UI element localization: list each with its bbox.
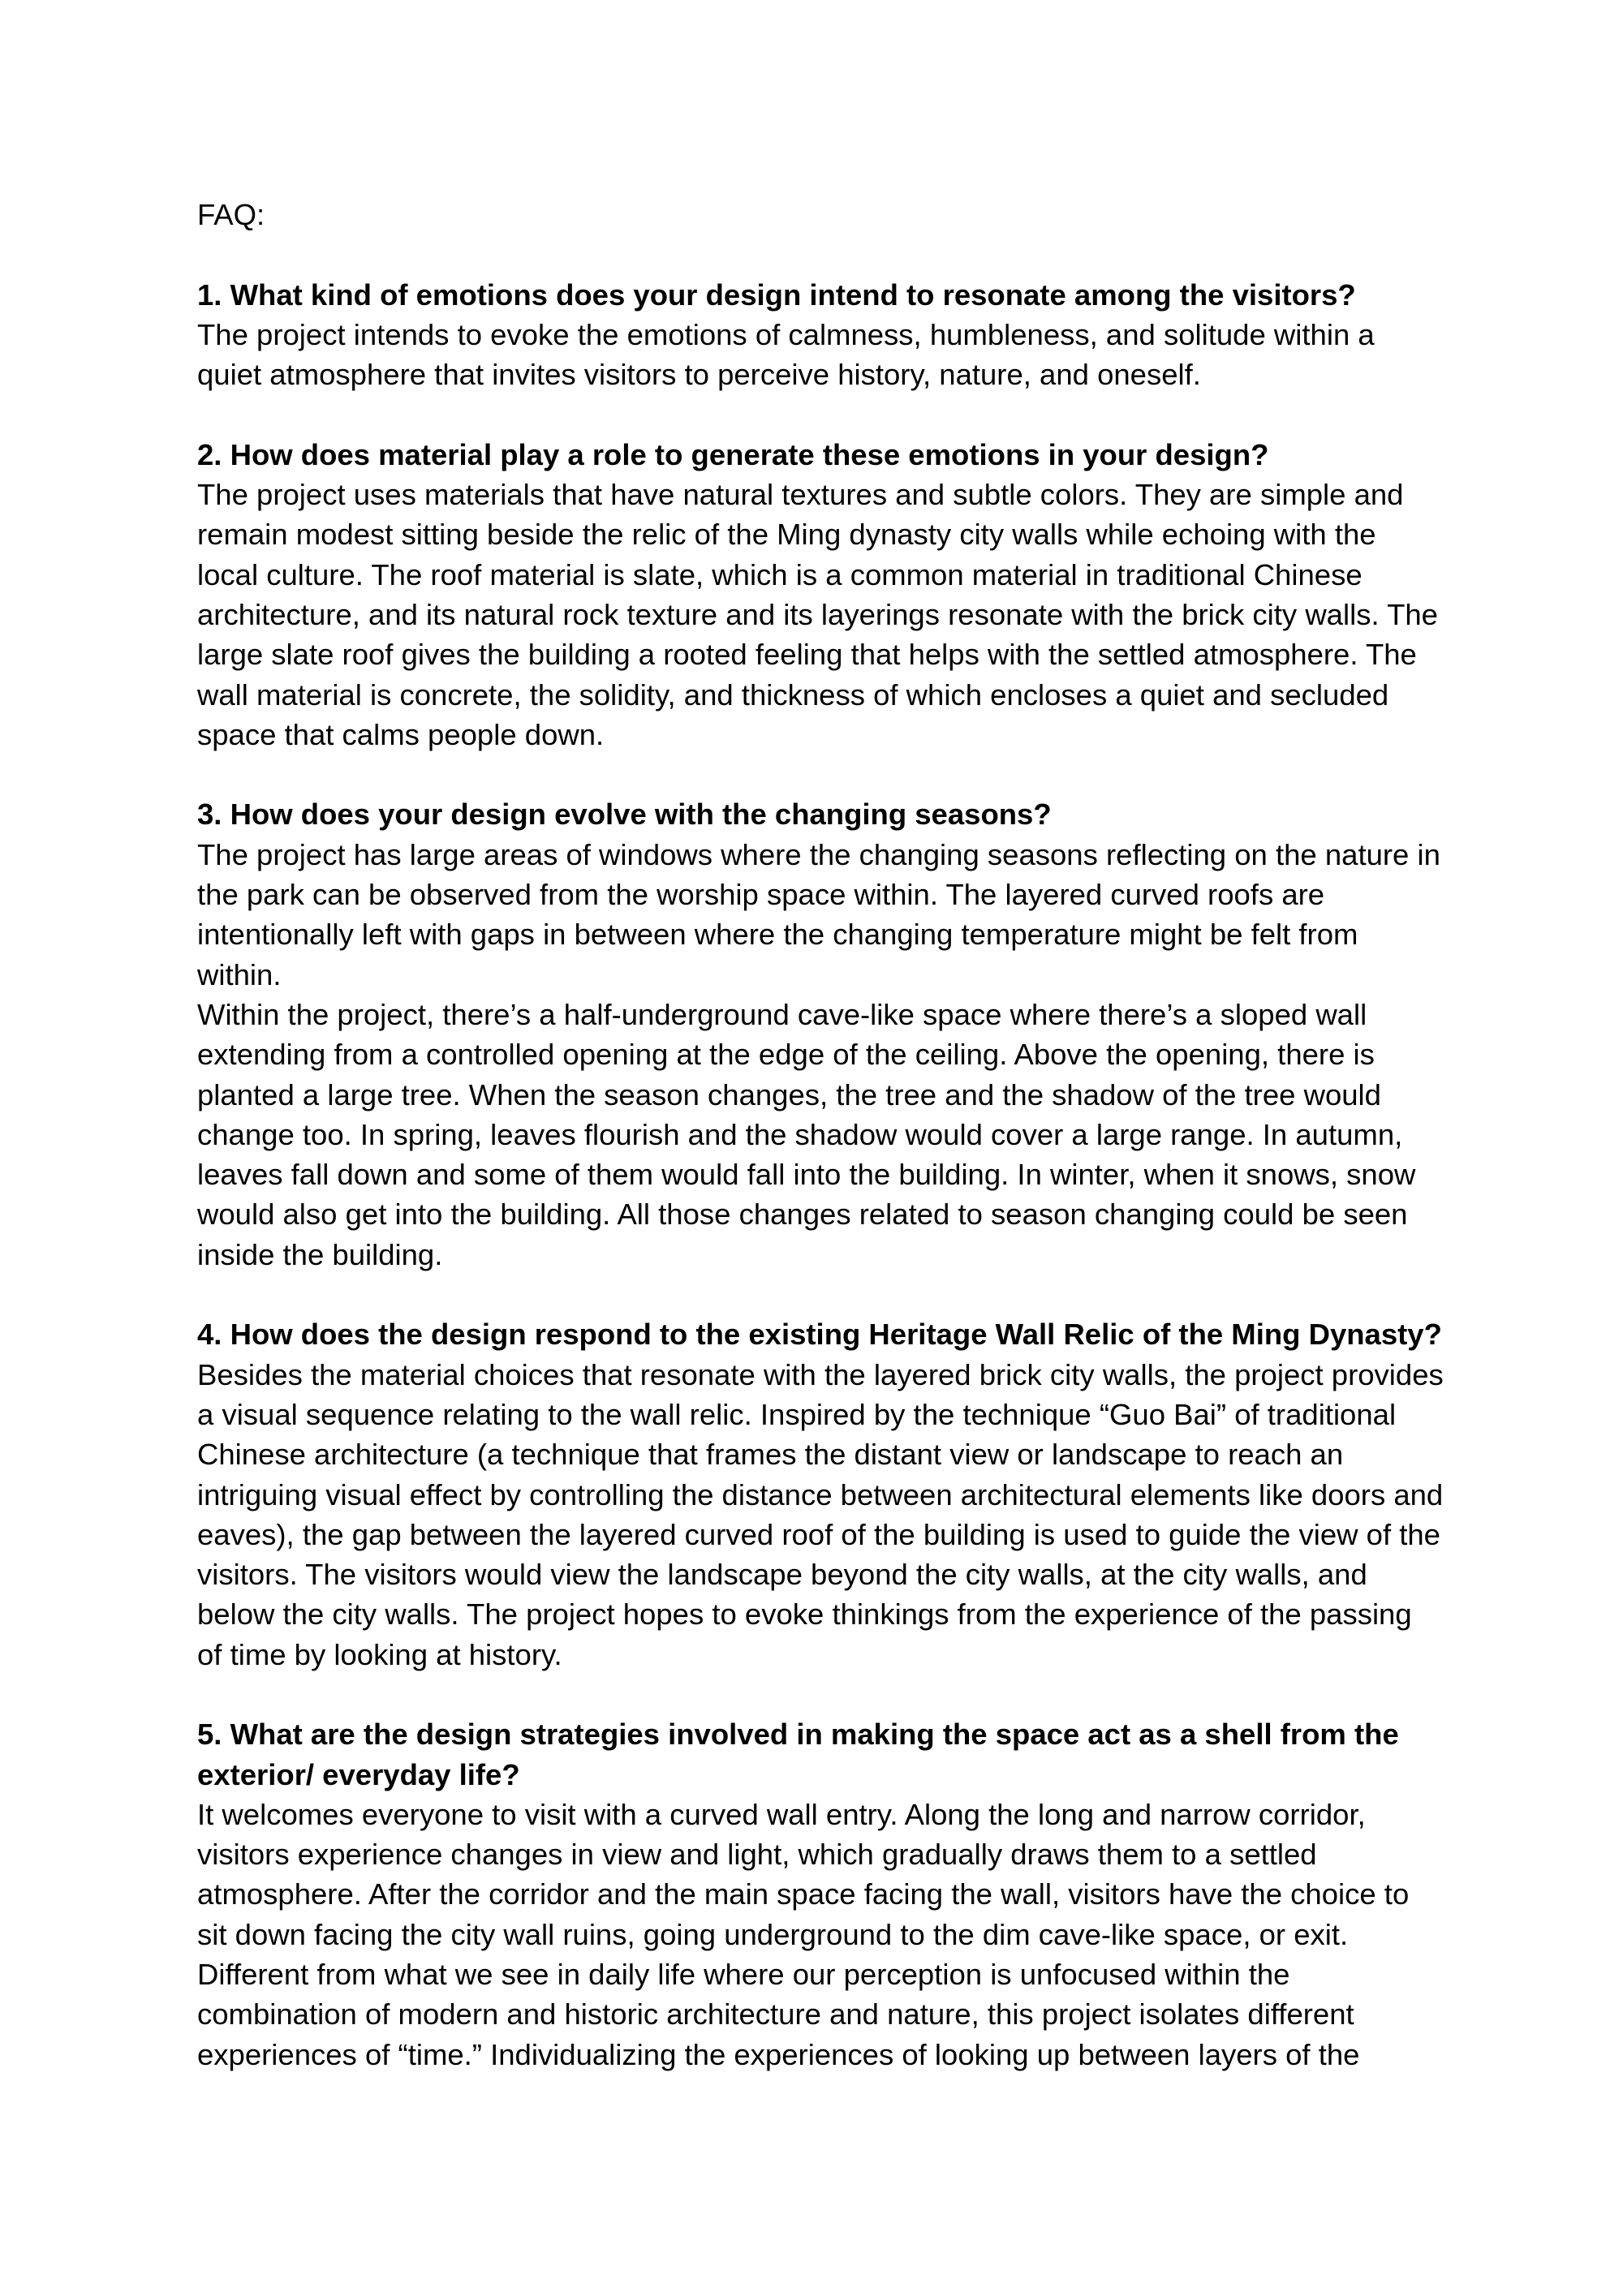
faq-item-3 <box>197 794 1444 1275</box>
faq-answer: Within the project, there’s a half-underground cave-like space where there’s a sloped wall extending from a controlled opening at the edge of the ceiling. Above the opening, there is planted a large tree. When the season changes, the tree and the shadow of the tree would change too. In spring, leaves flourish and the shadow would cover a large range. In autumn, leaves fall down and some of them would fall into the building. In winter, when it snows, snow would also get into the building. All those changes related to season changing could be seen inside the building. <box>197 997 1416 1271</box>
faq-question: 1. What kind of emotions does your design intend to resonate among the visitors? <box>197 277 1356 312</box>
faq-item-4 <box>197 1314 1444 1675</box>
faq-item-2 <box>197 435 1444 755</box>
faq-answer: It welcomes everyone to visit with a curved wall entry. Along the long and narrow corridor, visitors experience changes in view and light, which gradually draws them to a settled atmosphere. After the corridor and the main space facing the wall, visitors have the choice to sit down facing the city wall ruins, going underground to the dim cave-like space, or exit. Different from what we see in daily life where our perception is unfocused within the combination of modern and historic architecture and nature, this project isolates different experiences of “time.” Individualizing the experiences of looking up between layers of the <box>197 1797 1410 2071</box>
faq-question: 3. How does your design evolve with the changing seasons? <box>197 798 1052 832</box>
faq-item-1 <box>197 275 1444 395</box>
faq-question: 5. What are the design strategies involved in making the space act as a shell from the exterior/ everyday life? <box>197 1718 1399 1791</box>
faq-answer: The project uses materials that have natural textures and subtle colors. They are simple and remain modest sitting beside the relic of the Ming dynasty city walls while echoing with the local culture. The roof material is slate, which is a common material in traditional Chinese architecture, and its natural rock texture and its layerings resonate with the brick city walls. The large slate roof gives the building a rooted feeling that helps with the settled atmosphere. The wall material is concrete, the solidity, and thickness of which encloses a quiet and secluded space that calms people down. <box>197 478 1438 751</box>
faq-item-5 <box>197 1714 1444 2075</box>
faq-answer: Besides the material choices that resonate with the layered brick city walls, the project provides a visual sequence relating to the wall relic. Inspired by the technique “Guo Bai” of traditional Chinese architecture (a technique that frames the distant view or landscape to reach an intriguing visual effect by controlling the distance between architectural elements like doors and eaves), the gap between the layered curved roof of the building is used to guide the view of the visitors. The visitors would view the landscape beyond the city walls, at the city walls, and below the city walls. The project hopes to evoke thinkings from the experience of the passing of time by looking at history. <box>197 1357 1444 1671</box>
faq-heading: FAQ: <box>197 198 265 231</box>
faq-answer: The project intends to evoke the emotions of calmness, humbleness, and solitude within a quiet atmosphere that invites visitors to perceive history, nature, and oneself. <box>197 317 1375 392</box>
faq-question: 2. How does material play a role to generate these emotions in your design? <box>197 437 1269 471</box>
faq-question: 4. How does the design respond to the existing Heritage Wall Relic of the Ming Dynasty? <box>197 1318 1442 1352</box>
faq-answer: The project has large areas of windows where the changing seasons reflecting on the nature in the park can be observed from the worship space within. The layered curved roofs are intentionally left with gaps in between where the changing temperature might be felt from within. <box>197 837 1440 991</box>
